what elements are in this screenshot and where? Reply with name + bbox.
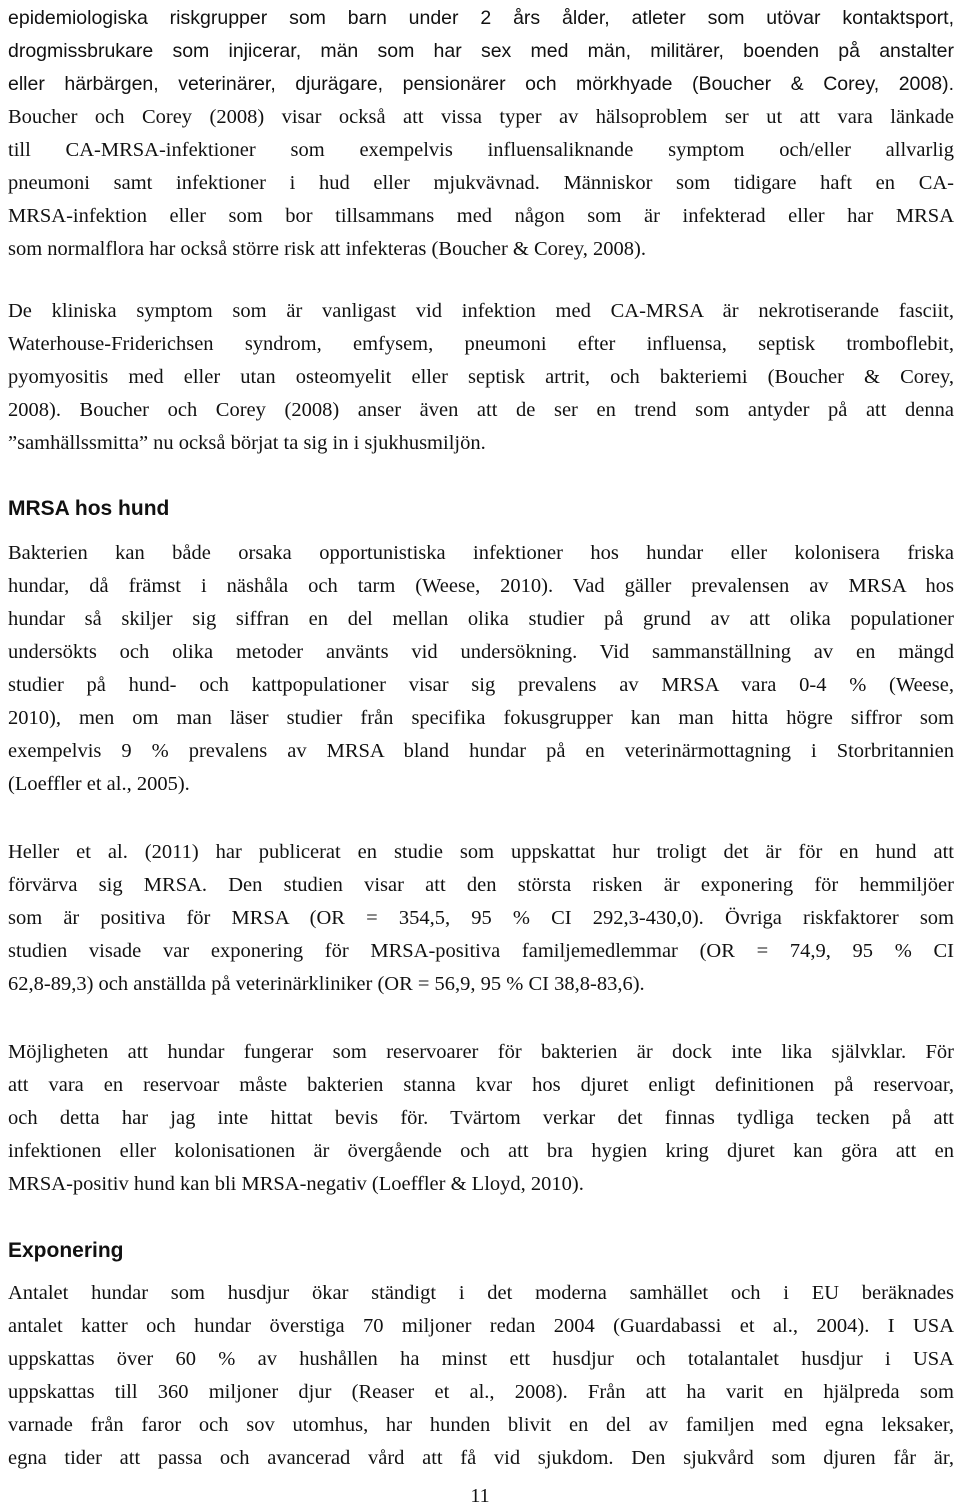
text-line: studien visade var exponering för MRSA-positiva familjemedlemmar (OR = 74,9, 95 % CI — [8, 940, 954, 962]
text-line: uppskattas till 360 miljoner djur (Reaser et al., 2008). Från att ha varit en hjälpreda som — [8, 1381, 954, 1403]
text-line: MRSA-positiv hund kan bli MRSA-negativ (Loeffler & Lloyd, 2010). — [8, 1173, 584, 1195]
text-line: 62,8-89,3) och anställda på veterinärkliniker (OR = 56,9, 95 % CI 38,8-83,6). — [8, 973, 645, 995]
section-heading-exponering: Exponering — [8, 1239, 124, 1262]
text-line: hundar, då främst i näshåla och tarm (Weese, 2010). Vad gäller prevalensen av MRSA hos — [8, 575, 954, 597]
page-number: 11 — [470, 1485, 490, 1507]
text-line: pneumoni samt infektioner i hud eller mjukvävnad. Människor som tidigare haft en CA- — [8, 172, 954, 194]
text-line: Waterhouse-Friderichsen syndrom, emfysem, pneumoni efter influensa, septisk tromboflebit, — [8, 333, 954, 355]
text-line: Bakterien kan både orsaka opportunistiska infektioner hos hundar eller kolonisera friska — [8, 542, 954, 564]
text-line: infektionen eller kolonisationen är övergående och att bra hygien kring djuret kan göra att en — [8, 1140, 954, 1162]
text-line: som normalflora har också större risk att infekteras (Boucher & Corey, 2008). — [8, 238, 646, 260]
text-line: Möjligheten att hundar fungerar som reservoarer för bakterien är dock inte lika självklar. För — [8, 1041, 954, 1063]
paragraph-risk-groups — [8, 2, 954, 266]
text-line: att vara en reservoar måste bakterien stanna kvar hos djuret enligt definitionen på reservoar, — [8, 1074, 954, 1096]
text-line: Boucher och Corey (2008) visar också att vissa typer av hälsoproblem ser ut att vara länkade — [8, 106, 954, 128]
text-line: pyomyositis med eller utan osteomyelit eller septisk artrit, och bakteriemi (Boucher & Corey, — [8, 366, 954, 388]
text-line: till CA-MRSA-infektioner som exempelvis influensaliknande symptom och/eller allvarlig — [8, 139, 954, 161]
paragraph-clinical-symptoms — [8, 295, 954, 460]
paragraph-pet-ownership — [8, 1277, 954, 1475]
text-line: antalet katter och hundar överstiga 70 miljoner redan 2004 (Guardabassi et al., 2004). I USA — [8, 1315, 954, 1337]
text-line: undersökts och olika metoder använts vid undersökning. Vid sammanställning av en mängd — [8, 641, 954, 663]
text-line: och detta har jag inte hittat bevis för. Tvärtom verkar det finnas tydliga tecken på att — [8, 1107, 954, 1129]
text-line: (Loeffler et al., 2005). — [8, 773, 190, 795]
text-line: 2008). Boucher och Corey (2008) anser även att de ser en trend som antyder på att denna — [8, 399, 954, 421]
text-line: De kliniska symptom som är vanligast vid infektion med CA-MRSA är nekrotiserande fasciit, — [8, 300, 954, 322]
text-line: varnade från faror och sov utomhus, har hunden blivit en del av familjen med egna leksaker, — [8, 1414, 954, 1436]
text-line: förvärva sig MRSA. Den studien visar att den största risken är exponering för hemmiljöer — [8, 874, 954, 896]
text-line: studier på hund- och kattpopulationer visar sig prevalens av MRSA vara 0-4 % (Weese, — [8, 674, 954, 696]
paragraph-dog-prevalence — [8, 537, 954, 801]
text-line: drogmissbrukare som injicerar, män som har sex med män, militärer, boenden på anstalter — [8, 40, 954, 62]
text-line: eller härbärgen, veterinärer, djurägare, pensionärer och mörkhyade (Boucher & Corey, 2008). — [8, 73, 954, 95]
section-heading-mrsa-hos-hund: MRSA hos hund — [8, 497, 170, 520]
text-line: 2010), men om man läser studier från specifika fokusgrupper kan man hitta högre siffror som — [8, 707, 954, 729]
text-line: MRSA-infektion eller som bor tillsammans med någon som är infekterad eller har MRSA — [8, 205, 954, 227]
text-line: hundar så skiljer sig siffran en del mellan olika studier på grund av att olika populationer — [8, 608, 954, 630]
text-line: Antalet hundar som husdjur ökar ständigt i det moderna samhället och i EU beräknades — [8, 1282, 954, 1304]
text-line: Heller et al. (2011) har publicerat en studie som uppskattat hur troligt det är för en hund att — [8, 841, 954, 863]
paragraph-heller-study — [8, 836, 954, 1001]
text-line: ”samhällssmitta” nu också börjat ta sig in i sjukhusmiljön. — [8, 432, 486, 454]
text-line: egna tider att passa och avancerad vård att få vid sjukdom. Den sjukvård som djuren får är, — [8, 1447, 954, 1469]
paragraph-reservoir — [8, 1036, 954, 1201]
text-line: exempelvis 9 % prevalens av MRSA bland hundar på en veterinärmottagning i Storbritannien — [8, 740, 954, 762]
text-line: epidemiologiska riskgrupper som barn under 2 års ålder, atleter som utövar kontaktsport, — [8, 7, 954, 29]
text-line: uppskattas över 60 % av hushållen ha minst ett husdjur och totalantalet husdjur i USA — [8, 1348, 954, 1370]
text-line: som är positiva för MRSA (OR = 354,5, 95 % CI 292,3-430,0). Övriga riskfaktorer som — [8, 907, 954, 929]
